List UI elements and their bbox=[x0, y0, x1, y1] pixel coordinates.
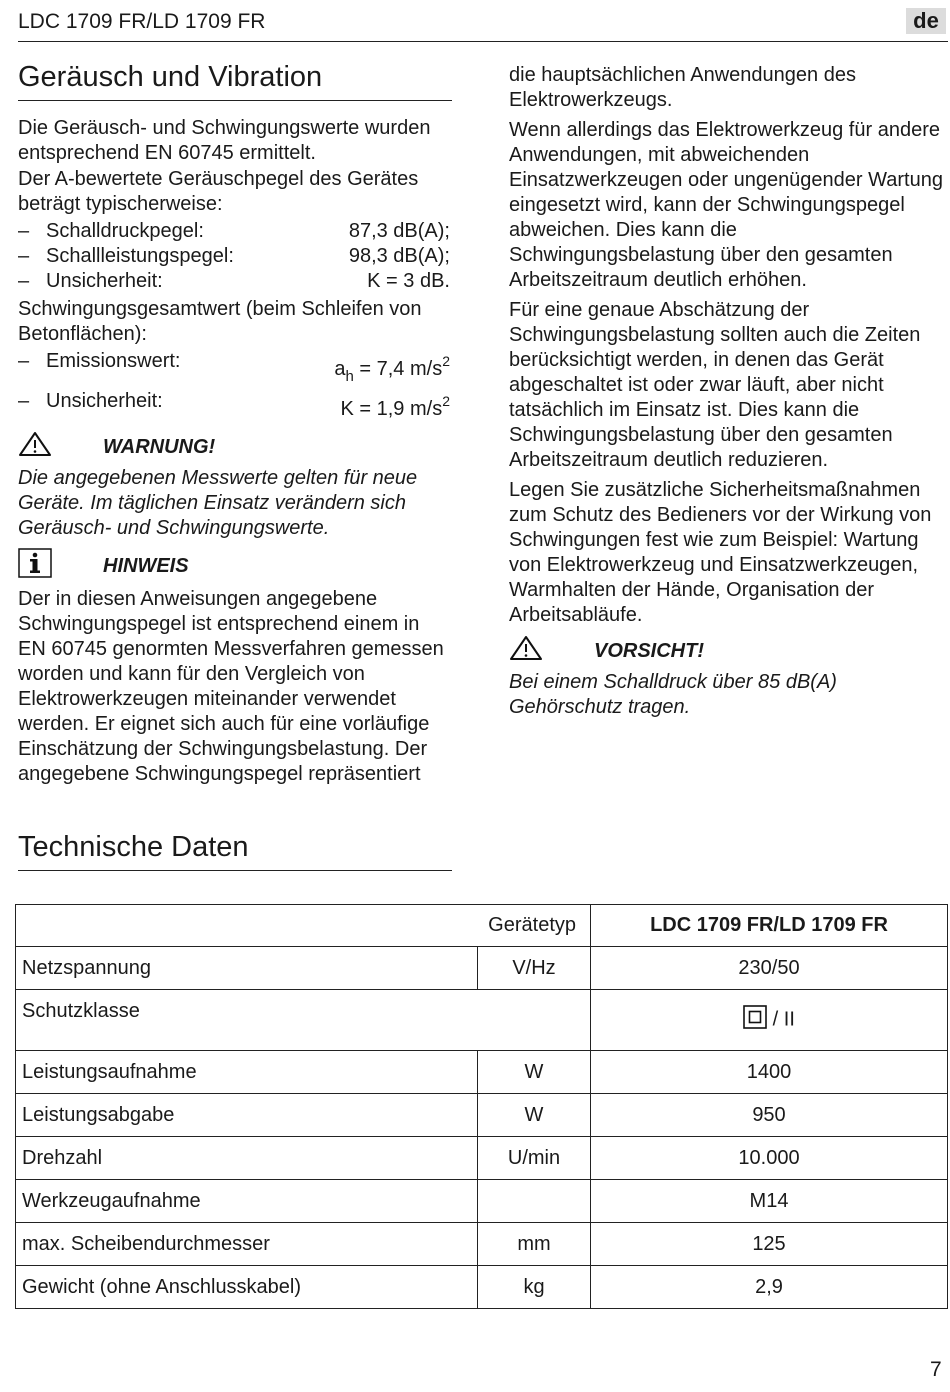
section-title-noise: Geräusch und Vibration bbox=[18, 61, 323, 93]
hint-text: Der in diesen Anweisungen angegebene Schwingungspegel ist entsprechend einem in EN 60745 genormten Messverfahren gemessen worden und kann für den Vergleich von Elektrowerkzeugen miteinander verwendet werden. Er eignet sich auch für eine vorläufige Einschätzung der Schwingungsbelastung. Der angegebene Schwingungspegel repräsentiert bbox=[18, 588, 444, 785]
list-item-sound-power bbox=[18, 244, 450, 269]
table-row bbox=[16, 1180, 948, 1223]
table-cell-value: 230/50 bbox=[591, 947, 948, 990]
hint-heading bbox=[18, 548, 450, 585]
list-value bbox=[334, 349, 450, 389]
caution-title: VORSICHT! bbox=[594, 640, 704, 662]
list-label: Schalldruckpegel: bbox=[46, 220, 204, 242]
table-cell-value bbox=[591, 990, 948, 1051]
hint-title: HINWEIS bbox=[103, 555, 189, 577]
warning-triangle-icon bbox=[18, 431, 103, 464]
paragraph-safety-measures: Legen Sie zusätzliche Sicherheitsmaßnahmen zum Schutz des Bedieners vor der Wirkung von Schwingungen fest wie zum Beispiel: Wartung von Elektrowerkzeug und Einsatzwerkzeugen, Warmhalten der Hände, Organisation der Arbeitsabläufe. bbox=[509, 479, 932, 626]
table-cell-name: Leistungsaufnahme bbox=[16, 1051, 478, 1094]
list-label: Unsicherheit: bbox=[46, 270, 163, 292]
table-cell-name: Leistungsabgabe bbox=[16, 1094, 478, 1137]
info-icon bbox=[18, 548, 103, 585]
table-cell-unit: kg bbox=[478, 1266, 591, 1309]
emission-subscript: h bbox=[345, 368, 354, 385]
device-type-value: LDC 1709 FR/LD 1709 FR bbox=[591, 905, 948, 947]
tech-data-table bbox=[15, 904, 948, 1309]
list-item-emission bbox=[18, 349, 450, 389]
paragraph-other-applications: Wenn allerdings das Elektrowerkzeug für andere Anwendungen, mit abweichenden Einsatzwerkzeugen oder ungenügender Wartung eingesetzt wird, kann der Schwingungspegel abweichen. Dies kann die Schwingungsbelastung über den gesamten Arbeitszeitraum deutlich erhöhen. bbox=[509, 119, 943, 291]
table-row bbox=[16, 1266, 948, 1309]
section-title-noise-rule bbox=[18, 100, 452, 101]
table-cell-value: M14 bbox=[591, 1180, 948, 1223]
table-cell-value: 125 bbox=[591, 1223, 948, 1266]
table-cell-unit: W bbox=[478, 1051, 591, 1094]
list-dash: – bbox=[18, 270, 30, 292]
caution-heading bbox=[509, 635, 945, 668]
paragraph-main-applications: die hauptsächlichen Anwendungen des Elektrowerkzeugs. bbox=[509, 64, 856, 111]
table-cell-name: Schutzklasse bbox=[16, 990, 591, 1051]
header-divider bbox=[18, 41, 948, 42]
language-badge: de bbox=[906, 8, 946, 34]
table-cell-name: Netzspannung bbox=[16, 947, 478, 990]
list-value: 87,3 dB(A); bbox=[348, 220, 450, 242]
table-cell-name: max. Scheibendurchmesser bbox=[16, 1223, 478, 1266]
list-value: K = 3 dB. bbox=[367, 270, 450, 292]
list-item-sound-pressure bbox=[18, 219, 450, 244]
table-cell-value: 1400 bbox=[591, 1051, 948, 1094]
left-column bbox=[18, 116, 450, 792]
device-type-label: Gerätetyp bbox=[16, 905, 591, 947]
section-title-tech-rule bbox=[18, 870, 452, 871]
list-value: 98,3 dB(A); bbox=[348, 245, 450, 267]
table-row bbox=[16, 947, 948, 990]
list-dash: – bbox=[18, 390, 30, 412]
table-cell-unit: V/Hz bbox=[478, 947, 591, 990]
list-value bbox=[340, 389, 450, 422]
table-cell-name: Werkzeugaufnahme bbox=[16, 1180, 478, 1223]
table-cell-unit: U/min bbox=[478, 1137, 591, 1180]
table-cell-unit: W bbox=[478, 1094, 591, 1137]
table-cell-name: Drehzahl bbox=[16, 1137, 478, 1180]
table-cell-name: Gewicht (ohne Anschlusskabel) bbox=[16, 1266, 478, 1309]
list-dash: – bbox=[18, 220, 30, 242]
list-item-uncertainty bbox=[18, 269, 450, 294]
emission-symbol: a bbox=[334, 358, 346, 380]
list-label: Unsicherheit: bbox=[46, 390, 163, 412]
table-cell-value: 2,9 bbox=[591, 1266, 948, 1309]
table-row bbox=[16, 905, 948, 947]
section-title-tech: Technische Daten bbox=[18, 831, 249, 863]
table-cell-unit bbox=[478, 1180, 591, 1223]
emission-value: = 7,4 m/s bbox=[353, 358, 443, 380]
list-dash: – bbox=[18, 245, 30, 267]
table-row bbox=[16, 1223, 948, 1266]
warning-text: Die angegebenen Messwerte gelten für neue Geräte. Im täglichen Einsatz verändern sich Geräusch- und Schwingungswerte. bbox=[18, 467, 418, 539]
paragraph-a-weighted: Der A-bewertete Geräuschpegel des Gerätes beträgt typischerweise: bbox=[18, 168, 419, 215]
table-cell-value: 950 bbox=[591, 1094, 948, 1137]
list-label: Schallleistungspegel: bbox=[46, 245, 234, 267]
protection-class-value: / II bbox=[767, 1008, 795, 1031]
double-insulation-icon bbox=[743, 1005, 767, 1035]
list-item-vibration-uncertainty bbox=[18, 389, 450, 422]
right-column bbox=[509, 63, 945, 725]
table-row bbox=[16, 1137, 948, 1180]
paragraph-estimation: Für eine genaue Abschätzung der Schwingungsbelastung sollten auch die Zeiten berücksichtigt werden, in denen das Gerät abgeschaltet ist oder zwar läuft, aber nicht tatsächlich im Einsatz ist. Dies kann die Schwingungsbelastung über den gesamten Arbeitszeitraum deutlich reduzieren. bbox=[509, 299, 921, 471]
uncertainty-value: K = 1,9 m/s bbox=[340, 398, 443, 420]
table-row bbox=[16, 1051, 948, 1094]
table-row bbox=[16, 1094, 948, 1137]
list-label: Emissionswert: bbox=[46, 350, 181, 372]
header-title: LDC 1709 FR/LD 1709 FR bbox=[18, 10, 266, 33]
paragraph-noise-intro: Die Geräusch- und Schwingungswerte wurden entsprechend EN 60745 ermittelt. bbox=[18, 117, 431, 164]
table-row bbox=[16, 990, 948, 1051]
table-cell-value: 10.000 bbox=[591, 1137, 948, 1180]
page-number: 7 bbox=[930, 1358, 942, 1381]
warning-title: WARNUNG! bbox=[103, 436, 216, 458]
superscript: 2 bbox=[442, 393, 450, 409]
paragraph-vibration-total: Schwingungsgesamtwert (beim Schleifen von Betonflächen): bbox=[18, 298, 422, 345]
caution-text: Bei einem Schalldruck über 85 dB(A) Gehörschutz tragen. bbox=[509, 671, 837, 718]
list-dash: – bbox=[18, 350, 30, 372]
superscript: 2 bbox=[442, 353, 450, 369]
warning-heading bbox=[18, 431, 450, 464]
warning-triangle-icon bbox=[509, 635, 594, 668]
table-cell-unit: mm bbox=[478, 1223, 591, 1266]
